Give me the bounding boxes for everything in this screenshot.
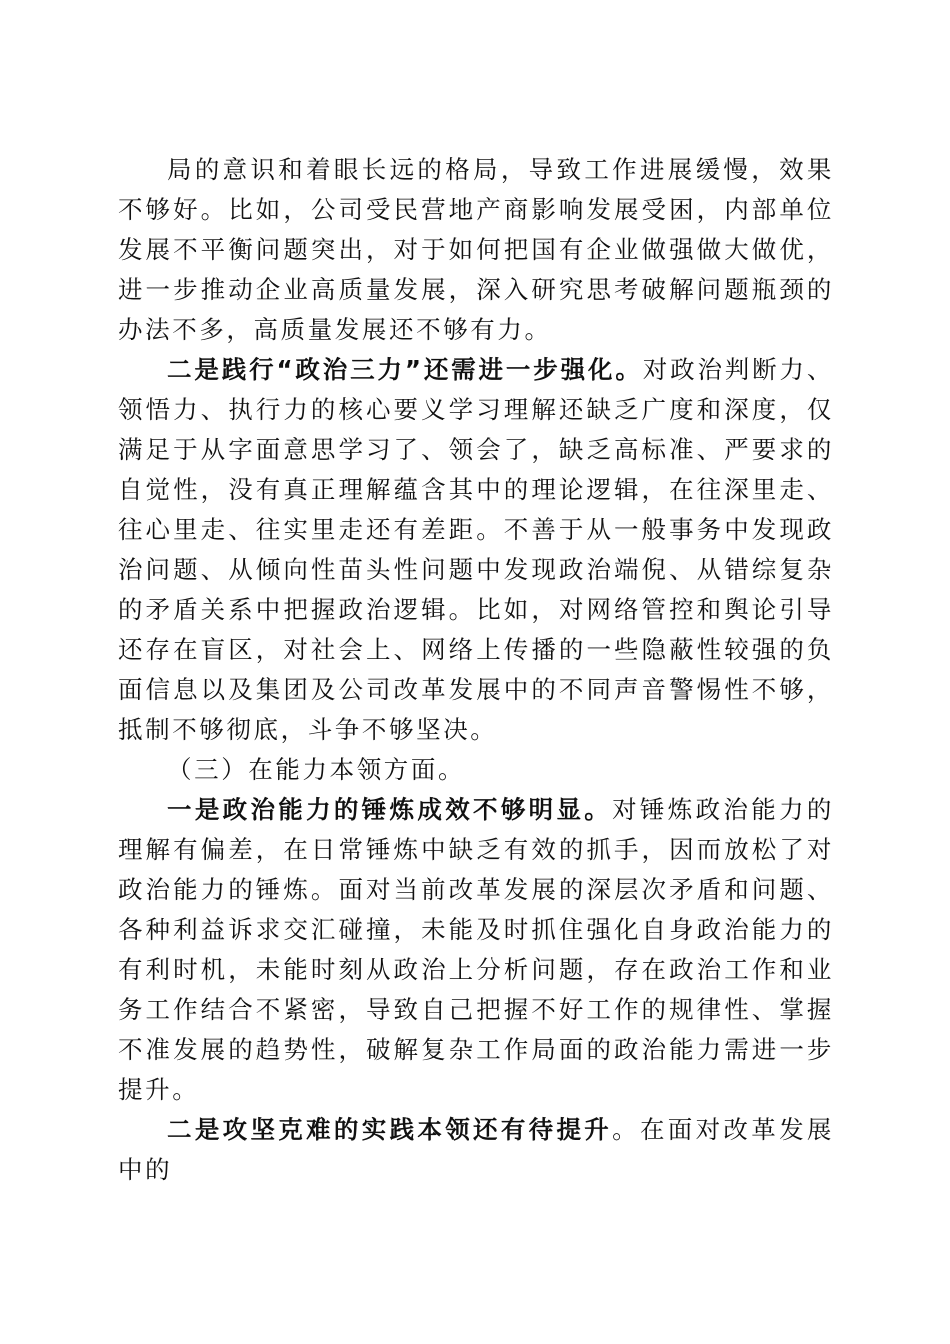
paragraph-text: 。在面对改革发展中的: [118, 1115, 834, 1184]
paragraph-lead-bold: 一是政治能力的锤炼成效不够明显。: [167, 795, 613, 824]
paragraph-practice-ability: [118, 1110, 834, 1190]
section-heading-ability: [118, 750, 834, 790]
paragraph-text: 对锤炼政治能力的理解有偏差，在日常锤炼中缺乏有效的抓手，因而放松了对政治能力的锤炼。面对当前改革发展的深层次矛盾和问题、各种利益诉求交汇碰撞，未能及时抓住强化自身政治能力的有利时机，未能时刻从政治上分析问题，存在政治工作和业务工作结合不紧密，导致自己把握不好工作的规律性、掌握不准发展的趋势性，破解复杂工作局面的政治能力需进一步提升。: [118, 795, 834, 1104]
paragraph-lead-bold: 二是践行“政治三力”还需进一步强化。: [167, 355, 643, 384]
section-heading-text: （三）在能力本领方面。: [167, 755, 466, 784]
paragraph-political-ability: [118, 790, 834, 1110]
paragraph-lead-bold: 二是攻坚克难的实践本领还有待提升: [167, 1115, 613, 1144]
paragraph-text: 对政治判断力、领悟力、执行力的核心要义学习理解还缺乏广度和深度，仅满足于从字面意思学习了、领会了，缺乏高标准、严要求的自觉性，没有真正理解蕴含其中的理论逻辑，在往深里走、往心里走、往实里走还有差距。不善于从一般事务中发现政治问题、从倾向性苗头性问题中发现政治端倪、从错综复杂的矛盾关系中把握政治逻辑。比如，对网络管控和舆论引导还存在盲区，对社会上、网络上传播的一些隐蔽性较强的负面信息以及集团及公司改革发展中的不同声音警惕性不够，抵制不够彻底，斗争不够坚决。: [118, 355, 834, 744]
paragraph-text: 局的意识和着眼长远的格局，导致工作进展缓慢，效果不够好。比如，公司受民营地产商影响发展受困，内部单位发展不平衡问题突出，对于如何把国有企业做强做大做优，进一步推动企业高质量发展，深入研究思考破解问题瓶颈的办法不多，高质量发展还不够有力。: [118, 155, 834, 344]
document-body: [118, 150, 834, 1190]
paragraph-continued: [118, 150, 834, 350]
paragraph-political-three-abilities: [118, 350, 834, 750]
